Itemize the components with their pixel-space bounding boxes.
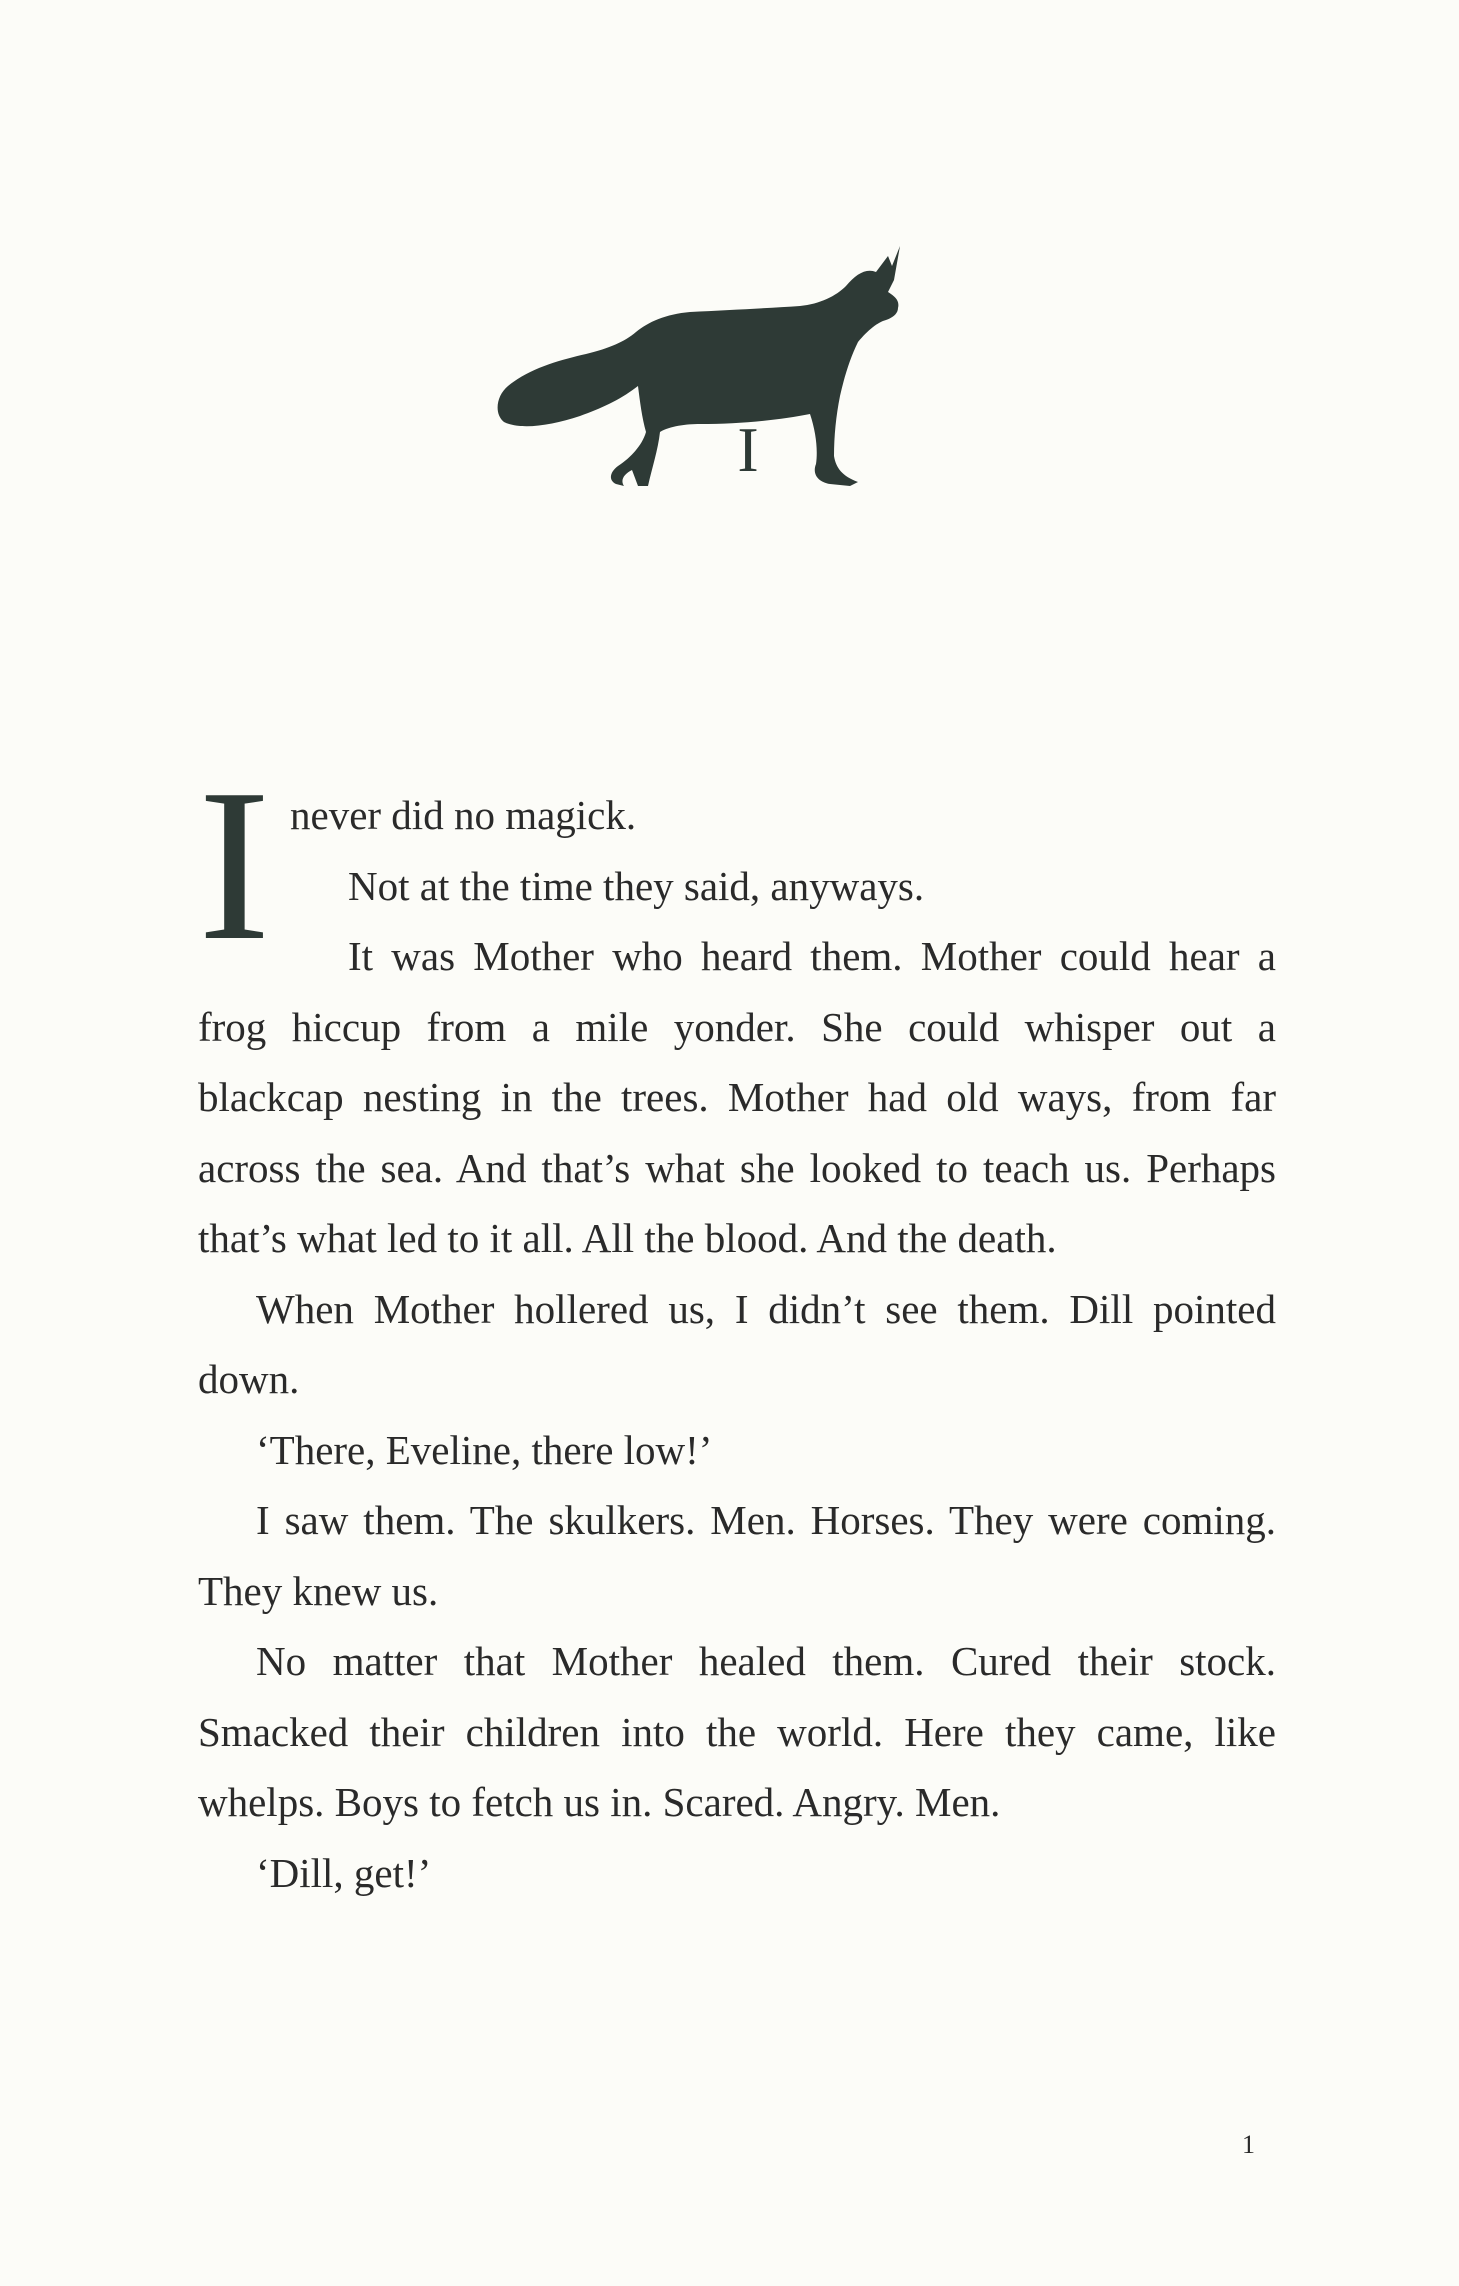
page-number: 1 — [1242, 2130, 1255, 2159]
paragraph-1-text: never did no magick. — [290, 792, 637, 838]
paragraph-4: When Mother hollered us, I didn’t see them. Dill pointed down. — [198, 1285, 1276, 1402]
paragraph-7: No matter that Mother healed them. Cured their stock. Smacked their children into the world. Here they came, like whelps. Boys to fetch us in. Scared. Angry. Men. — [198, 1638, 1276, 1825]
chapter-body — [198, 745, 1276, 1908]
chapter-number: I — [737, 414, 759, 485]
fox-silhouette-icon — [490, 236, 910, 496]
paragraph-6: I saw them. The skulkers. Men. Horses. They were coming. They knew us. — [198, 1497, 1276, 1614]
paragraph-3: It was Mother who heard them. Mother could hear a frog hiccup from a mile yonder. She could whisper out a blackcap nesting in the trees. Mother had old ways, from far across the sea. And that’s what she looked to teach us. Perhaps that’s what led to it all. All the blood. And the death. — [198, 933, 1276, 1261]
paragraph-8: ‘Dill, get!’ — [256, 1849, 432, 1896]
paragraph-2: Not at the time they said, anyways. — [348, 862, 925, 909]
paragraph-5: ‘There, Eveline, there low!’ — [256, 1426, 713, 1473]
drop-cap: I — [198, 745, 271, 986]
